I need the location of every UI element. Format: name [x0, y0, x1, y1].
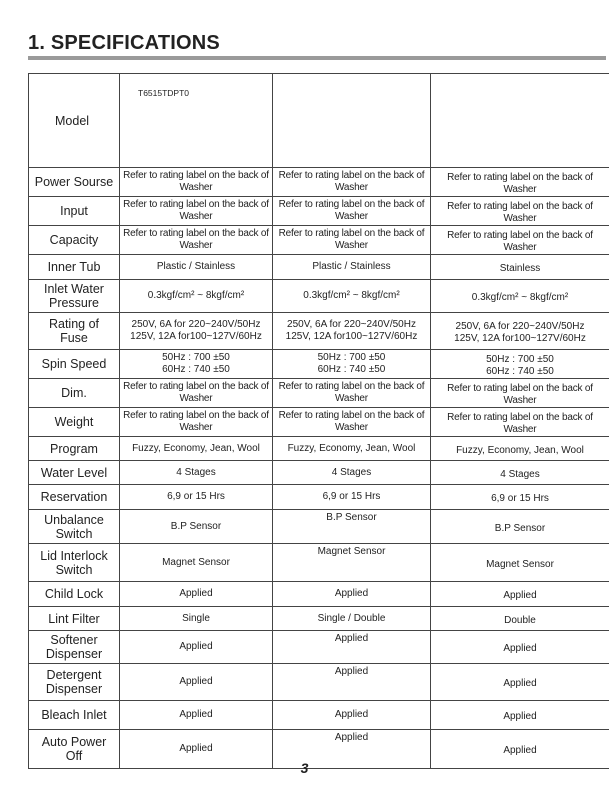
- spec-value: 250V, 6A for 220~240V/50Hz 125V, 12A for100~127V/60Hz: [120, 313, 273, 350]
- spec-value: Applied: [120, 664, 273, 701]
- spec-value: 6,9 or 15 Hrs: [273, 485, 431, 510]
- spec-value: Refer to rating label on the back of Washer: [431, 408, 609, 437]
- spec-value: Applied: [431, 664, 609, 701]
- table-row: [29, 510, 609, 544]
- row-label: Weight: [29, 408, 120, 437]
- model-cell: [120, 74, 273, 168]
- row-label: Inlet Water Pressure: [29, 280, 120, 313]
- spec-value: Applied: [120, 582, 273, 607]
- spec-value: 6,9 or 15 Hrs: [120, 485, 273, 510]
- spec-value: 50Hz : 700 ±50 60Hz : 740 ±50: [120, 350, 273, 379]
- row-label: Model: [29, 74, 120, 168]
- spec-value: Applied: [273, 701, 431, 730]
- row-label: Spin Speed: [29, 350, 120, 379]
- spec-value: Applied: [120, 631, 273, 664]
- spec-value: Fuzzy, Economy, Jean, Wool: [120, 437, 273, 461]
- spec-value: 0.3kgf/cm² ~ 8kgf/cm²: [120, 280, 273, 313]
- spec-value: Refer to rating label on the back of Washer: [120, 197, 273, 226]
- spec-value: Applied: [431, 701, 609, 730]
- spec-value: Magnet Sensor: [273, 544, 431, 582]
- spec-value: Single / Double: [273, 607, 431, 631]
- table-row: [29, 197, 609, 226]
- spec-value: 4 Stages: [273, 461, 431, 485]
- table-row: [29, 226, 609, 255]
- spec-value: 4 Stages: [120, 461, 273, 485]
- row-label: Water Level: [29, 461, 120, 485]
- spec-value: Applied: [431, 582, 609, 607]
- spec-value: Applied: [273, 582, 431, 607]
- row-label: Input: [29, 197, 120, 226]
- row-label: Child Lock: [29, 582, 120, 607]
- table-row: [29, 701, 609, 730]
- spec-value: 50Hz : 700 ±50 60Hz : 740 ±50: [431, 350, 609, 379]
- spec-value: B.P Sensor: [431, 510, 609, 544]
- spec-value: Fuzzy, Economy, Jean, Wool: [431, 437, 609, 461]
- table-row: [29, 379, 609, 408]
- table-row: [29, 280, 609, 313]
- model-cell: [431, 74, 609, 168]
- spec-value: 6,9 or 15 Hrs: [431, 485, 609, 510]
- row-label: Rating of Fuse: [29, 313, 120, 350]
- table-row: [29, 631, 609, 664]
- row-label: Reservation: [29, 485, 120, 510]
- spec-value: Applied: [273, 730, 431, 769]
- spec-value: Applied: [431, 631, 609, 664]
- spec-value: Applied: [120, 730, 273, 769]
- spec-value: B.P Sensor: [120, 510, 273, 544]
- model-code: T6515TDPT0: [138, 88, 190, 98]
- spec-value: Refer to rating label on the back of Washer: [120, 168, 273, 197]
- spec-value: Refer to rating label on the back of Washer: [120, 226, 273, 255]
- row-label: Capacity: [29, 226, 120, 255]
- specifications-table: [28, 73, 609, 769]
- spec-value: 50Hz : 700 ±50 60Hz : 740 ±50: [273, 350, 431, 379]
- spec-value: 0.3kgf/cm² ~ 8kgf/cm²: [273, 280, 431, 313]
- spec-value: Refer to rating label on the back of Washer: [431, 379, 609, 408]
- table-row: [29, 582, 609, 607]
- table-row: [29, 437, 609, 461]
- row-label: Lid Interlock Switch: [29, 544, 120, 582]
- spec-value: Refer to rating label on the back of Washer: [273, 168, 431, 197]
- page-number: 3: [300, 760, 309, 776]
- row-label: Detergent Dispenser: [29, 664, 120, 701]
- spec-value: 250V, 6A for 220~240V/50Hz 125V, 12A for100~127V/60Hz: [273, 313, 431, 350]
- table-row: [29, 607, 609, 631]
- spec-value: Refer to rating label on the back of Washer: [120, 408, 273, 437]
- spec-value: Magnet Sensor: [431, 544, 609, 582]
- title-underline: [28, 56, 606, 60]
- spec-value: 4 Stages: [431, 461, 609, 485]
- spec-value: Stainless: [431, 255, 609, 280]
- spec-value: Single: [120, 607, 273, 631]
- spec-value: Refer to rating label on the back of Washer: [120, 379, 273, 408]
- row-label: Inner Tub: [29, 255, 120, 280]
- table-row: [29, 485, 609, 510]
- table-row: [29, 350, 609, 379]
- table-row: [29, 313, 609, 350]
- table-row: [29, 168, 609, 197]
- row-label: Program: [29, 437, 120, 461]
- table-row-model: [29, 74, 609, 168]
- spec-value: B.P Sensor: [273, 510, 431, 544]
- row-label: Lint Filter: [29, 607, 120, 631]
- table-row: [29, 408, 609, 437]
- spec-value: Plastic / Stainless: [120, 255, 273, 280]
- model-cell: [273, 74, 431, 168]
- page-title: 1. SPECIFICATIONS: [28, 32, 220, 54]
- spec-value: Fuzzy, Economy, Jean, Wool: [273, 437, 431, 461]
- spec-value: Double: [431, 607, 609, 631]
- spec-value: Refer to rating label on the back of Washer: [273, 197, 431, 226]
- spec-value: Refer to rating label on the back of Washer: [431, 168, 609, 197]
- table-row: [29, 544, 609, 582]
- row-label: Bleach Inlet: [29, 701, 120, 730]
- spec-value: Applied: [120, 701, 273, 730]
- spec-value: Refer to rating label on the back of Washer: [431, 197, 609, 226]
- spec-value: Refer to rating label on the back of Washer: [273, 379, 431, 408]
- table-row: [29, 255, 609, 280]
- spec-value: Refer to rating label on the back of Washer: [273, 226, 431, 255]
- row-label: Power Sourse: [29, 168, 120, 197]
- spec-value: 250V, 6A for 220~240V/50Hz 125V, 12A for100~127V/60Hz: [431, 313, 609, 350]
- table-row: [29, 461, 609, 485]
- row-label: Dim.: [29, 379, 120, 408]
- spec-value: Plastic / Stainless: [273, 255, 431, 280]
- spec-value: 0.3kgf/cm² ~ 8kgf/cm²: [431, 280, 609, 313]
- spec-value: Refer to rating label on the back of Washer: [431, 226, 609, 255]
- spec-value: Refer to rating label on the back of Washer: [273, 408, 431, 437]
- row-label: Unbalance Switch: [29, 510, 120, 544]
- row-label: Auto Power Off: [29, 730, 120, 769]
- spec-value: Applied: [273, 631, 431, 664]
- row-label: Softener Dispenser: [29, 631, 120, 664]
- spec-value: Applied: [431, 730, 609, 769]
- spec-value: Applied: [273, 664, 431, 701]
- spec-value: Magnet Sensor: [120, 544, 273, 582]
- table-row: [29, 664, 609, 701]
